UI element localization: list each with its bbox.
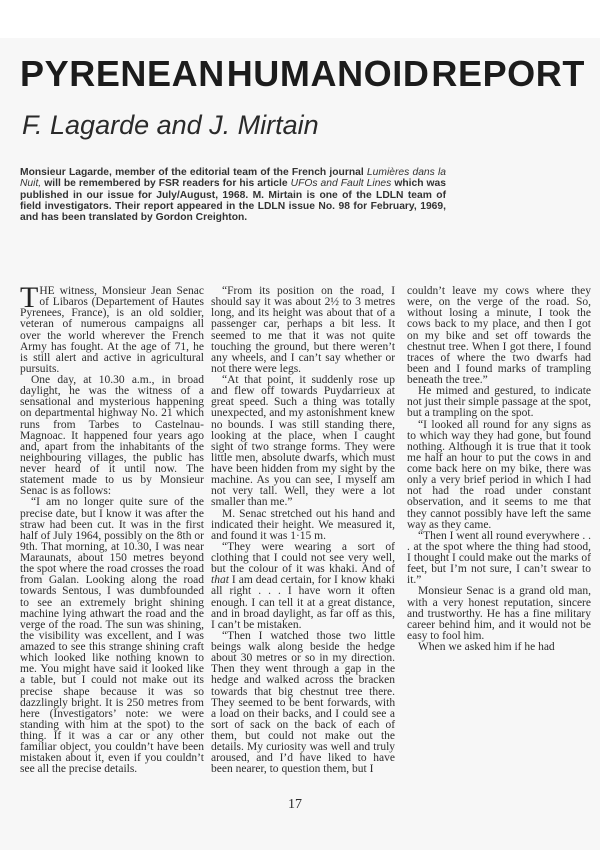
body-paragraph <box>211 542 395 631</box>
intro-text: which was published in our issue for July/August, 1968. M. Mirtain is one of the LDLN team of field investigators. Their report appeared in the LDLN issue No. 98 for February, 1969, and has been translated by Gordon Creighton. <box>20 178 446 224</box>
body-paragraph <box>20 281 204 375</box>
paragraph-text: HE witness, Monsieur Jean Senac of Libaros (Departement of Hautes Pyrenees, France), is an old soldier, veteran of numerous campaigns all over the world wherever the French Army has fought. At the age of 71, he is still alert and active in agricultural pursuits. <box>20 285 204 375</box>
body-paragraph: When we asked him if he had <box>418 641 555 653</box>
body-paragraph: One day, at 10.30 a.m., in broad daylight, he was the witness of a sensational and mysterious happening on departmental highway No. 21 which runs from Tarbes to Castelnau-Magnoac. It happened four years ago and, apart from the inhabitants of the neighbouring villages, the public has never heard of it until now. The statement made to us by Monsieur Senac is as follows: <box>20 374 204 498</box>
intro-journal-name: Lumières dans la Nuit, <box>20 167 446 190</box>
title-word: PYRENEAN <box>20 53 225 94</box>
body-paragraph: He mimed and gestured, to indicate not just their simple passage at the spot, but a trampling on the spot. <box>407 385 591 420</box>
title-word: REPORT <box>431 53 585 94</box>
body-paragraph: “Then I went all round everywhere . . . at the spot where the thing had stood, I thought I could make out the marks of feet, but I’m not sure, I can’t swear to it.” <box>407 529 591 587</box>
page-number: 17 <box>288 797 302 812</box>
paragraph-text: “They were wearing a sort of clothing that I could not see very well, but the colour of it was khaki. And of <box>211 540 395 576</box>
article-authors: F. Lagarde and J. Mirtain <box>22 110 319 140</box>
intro-article-title: UFOs and Fault Lines <box>290 178 392 190</box>
article-title <box>20 52 585 96</box>
paragraph-text: I am dead certain, for I know khaki all right . . . I have worn it often enough. I can tell it at a great distance, and in broad daylight, as far off as this, I can’t be mistaken. <box>211 574 395 631</box>
body-column-1 <box>20 281 204 776</box>
intro-text: Monsieur Lagarde, member of the editorial team of the French journal <box>20 167 367 178</box>
body-paragraph: M. Senac stretched out his hand and indicated their height. We measured it, and found it was 1·15 m. <box>211 507 395 542</box>
body-paragraph: “I looked all round for any signs as to which way they had gone, but found nothing. Although it is true that it took me half an hour to put the cows in and come back here on my bike, there was only a very brief period in which I had not had the road under constant observation, and it seems to me that they cannot possibly have left the same way as they came. <box>407 418 591 531</box>
intro-text: will be remembered by FSR readers for his article <box>41 178 291 190</box>
body-column-3 <box>407 286 591 653</box>
article-intro <box>20 167 446 223</box>
body-paragraph: “I am no longer quite sure of the precise date, but I know it was after the straw had been cut. It was in the first half of July 1964, possibly on the 8th or 9th. That morning, at 10.30, I was near Maraunats, about 150 metres beyond the spot where the road crosses the road from Galan. Looking along the road towards Sentous, I was dumbfounded to see an extremely bright shining machine lying athwart the road and the verge of the road. The sun was shining, the visibility was excellent, and I was amazed to see this strange shining craft which looked like nothing known to me. You might have said it looked like a table, but I could not make out its precise shape because it was so dazzlingly bright. It is 250 metres from here (Investigators’ note: we were standing with him at the spot) to the thing. If it was a car or any other familiar object, you couldn’t have been mistaken about it, even if you couldn’t see all the precise details. <box>20 496 204 776</box>
body-paragraph: Monsieur Senac is a grand old man, with a very honest reputation, sincere and trustworthy. He has a fine military career behind him, and it would not be easy to fool him. <box>407 585 591 642</box>
body-column-2 <box>211 286 395 776</box>
body-paragraph: “At that point, it suddenly rose up and flew off towards Puydarrieux at great speed. Such a thing was totally unexpected, and my astonishment knew no bounds. I was still standing there, looking at the place, when I caught sight of two strange forms. They were little men, absolute dwarfs, which must have been hidden from my sight by the machine. As you can see, I myself am not very tall. Well, they were a lot smaller than me.” <box>211 374 395 509</box>
body-paragraph: couldn’t leave my cows where they were, on the verge of the road. So, without losing a minute, I took the cows back to my place, and then I got on my bike and set off towards the chestnut tree. When I got there, I found traces of where the two dwarfs had been and I found marks of trampling beneath the tree.” <box>407 285 592 386</box>
body-paragraph: “Then I watched those two little beings walk along beside the hedge about 30 metres or so in my direction. Then they went through a gap in the hedge and walked across the bracken towards that big chestnut tree there. They seemed to be bent forwards, with a load on their backs, and I could see a sort of sack on the back of each of them, but could not make out the details. My curiosity was well and truly aroused, and I’d have liked to have been nearer, to question them, but I <box>211 629 396 776</box>
title-word: HUMANOID <box>226 53 430 94</box>
drop-cap: T <box>20 281 39 314</box>
emphasis: that <box>211 574 229 587</box>
body-paragraph: “From its position on the road, I should say it was about 2½ to 3 metres long, and its height was about that of a passenger car, perhaps a bit less. It seemed to me that it was not quite touching the ground, but there weren’t any wheels, and I can’t say whether or not there were legs. <box>211 285 396 375</box>
